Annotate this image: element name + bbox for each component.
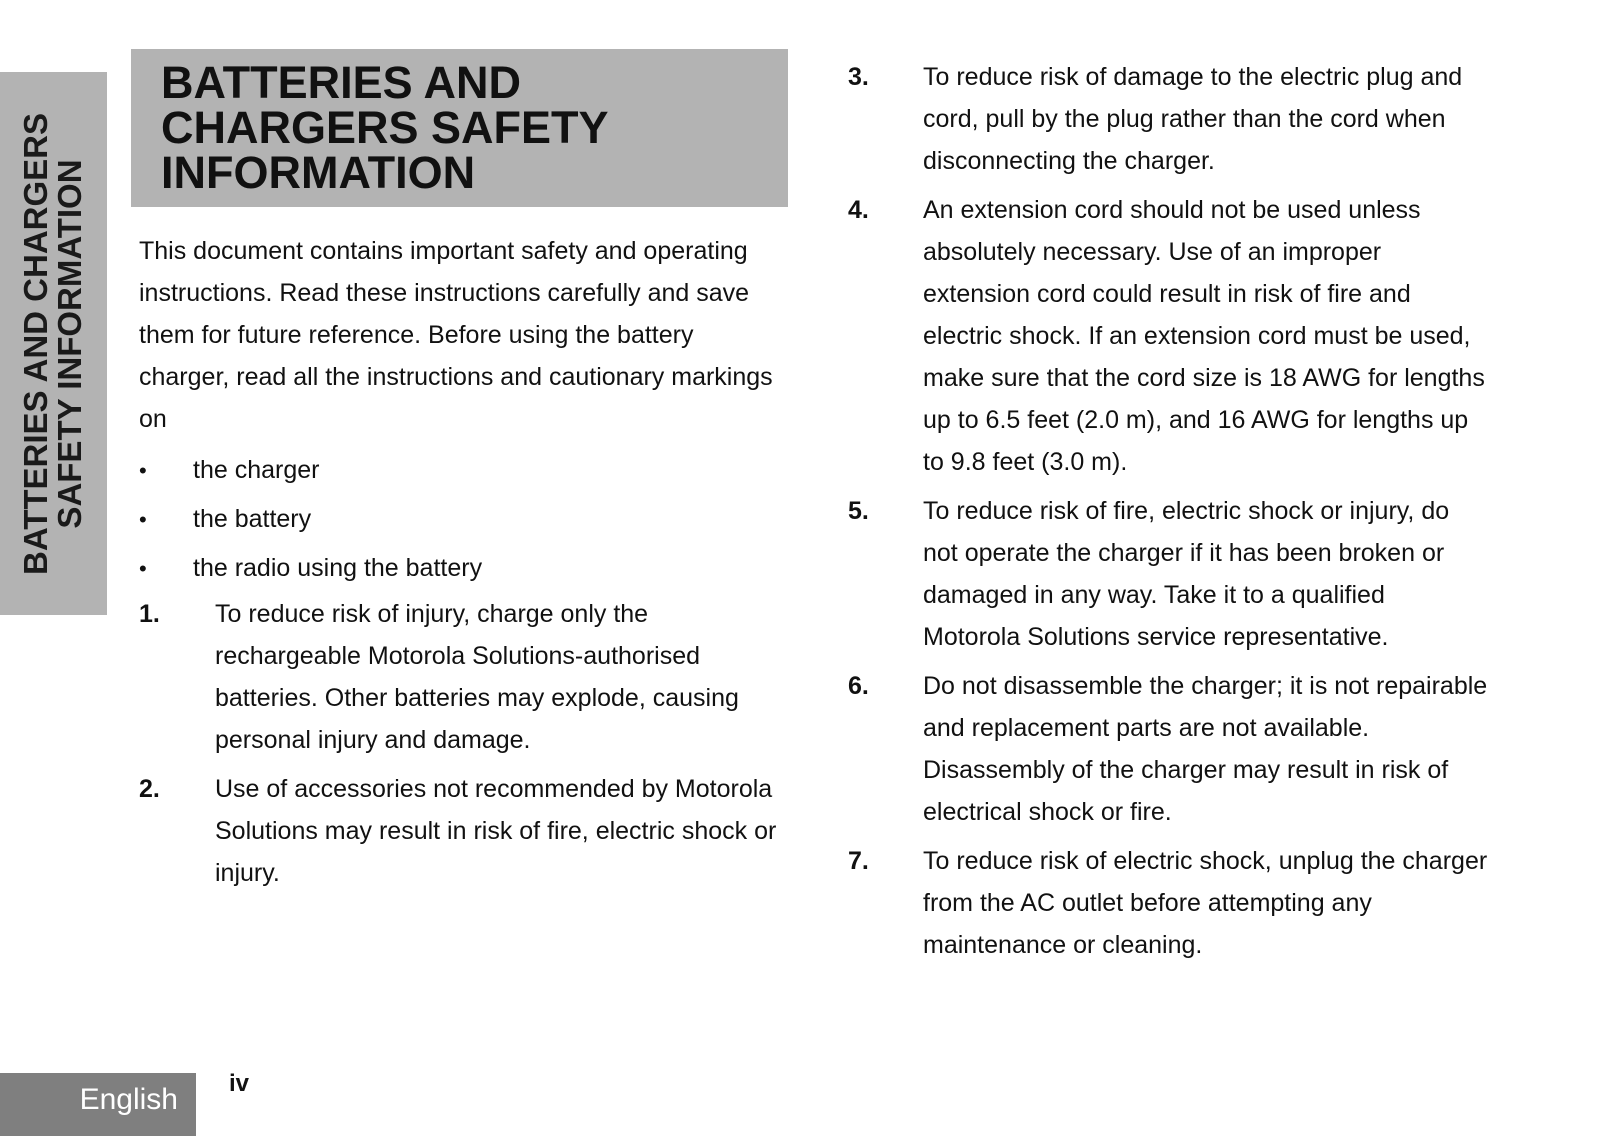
item-number: 4. xyxy=(848,196,869,224)
safety-item-1 xyxy=(139,593,789,761)
side-tab-line-1: BATTERIES AND CHARGERS xyxy=(17,112,54,576)
list-item xyxy=(139,495,789,544)
item-text: Use of accessories not recommended by Motorola Solutions may result in risk of fire, electric shock or injury. xyxy=(215,775,777,887)
page-title xyxy=(161,57,609,198)
page-title-line-2: CHARGERS SAFETY xyxy=(161,102,609,153)
item-number: 1. xyxy=(139,600,160,628)
side-tab-line-2: SAFETY INFORMATION xyxy=(51,159,88,529)
side-section-tab xyxy=(0,72,107,615)
bullet-text: the battery xyxy=(193,505,312,533)
bullet-icon: • xyxy=(139,507,147,532)
bullet-list xyxy=(139,446,789,593)
safety-item-2 xyxy=(139,768,789,894)
item-text: Do not disassemble the charger; it is not repairable and replacement parts are not available. Disassembly of the charger may result in risk of electrical shock or fire. xyxy=(923,672,1488,826)
bullet-icon: • xyxy=(139,556,147,581)
item-number: 5. xyxy=(848,497,869,525)
bullet-text: the radio using the battery xyxy=(193,554,483,582)
item-number: 3. xyxy=(848,63,869,91)
right-column xyxy=(848,56,1488,973)
safety-item-5 xyxy=(848,490,1488,658)
bullet-icon: • xyxy=(139,458,147,483)
safety-item-3 xyxy=(848,56,1488,182)
language-label: English xyxy=(79,1083,178,1116)
item-text: To reduce risk of damage to the electric plug and cord, pull by the plug rather than the cord when disconnecting the charger. xyxy=(923,63,1463,175)
item-text: To reduce risk of electric shock, unplug the charger from the AC outlet before attempting any maintenance or cleaning. xyxy=(923,847,1488,959)
side-tab-label xyxy=(19,113,87,575)
item-number: 2. xyxy=(139,775,160,803)
item-text: To reduce risk of fire, electric shock or injury, do not operate the charger if it has been broken or damaged in any way. Take it to a qualified Motorola Solutions service representative. xyxy=(923,497,1450,651)
intro-paragraph: This document contains important safety and operating instructions. Read these instructions carefully and save them for future reference. Before using the battery charger, read all the instructions and cautionary markings on xyxy=(139,237,773,433)
item-text: To reduce risk of injury, charge only the rechargeable Motorola Solutions-authorised batteries. Other batteries may explode, causing personal injury and damage. xyxy=(215,600,739,754)
safety-list-left xyxy=(139,593,789,894)
safety-item-6 xyxy=(848,665,1488,833)
list-item xyxy=(139,544,789,593)
item-number: 6. xyxy=(848,672,869,700)
safety-item-4 xyxy=(848,189,1488,483)
bullet-text: the charger xyxy=(193,456,320,484)
title-banner xyxy=(131,49,788,207)
list-item xyxy=(139,446,789,495)
page-title-line-3: INFORMATION xyxy=(161,147,476,198)
language-tab xyxy=(0,1073,196,1136)
item-number: 7. xyxy=(848,847,869,875)
page-number: iv xyxy=(229,1070,250,1097)
page-title-line-1: BATTERIES AND xyxy=(161,57,521,108)
safety-list-right xyxy=(848,56,1488,966)
left-column xyxy=(139,230,789,901)
item-text: An extension cord should not be used unless absolutely necessary. Use of an improper extension cord could result in risk of fire and electric shock. If an extension cord must be used, make sure that the cord size is 18 AWG for lengths up to 6.5 feet (2.0 m), and 16 AWG for lengths up to 9.8 feet (3.0 m). xyxy=(923,196,1485,476)
safety-item-7 xyxy=(848,840,1488,966)
